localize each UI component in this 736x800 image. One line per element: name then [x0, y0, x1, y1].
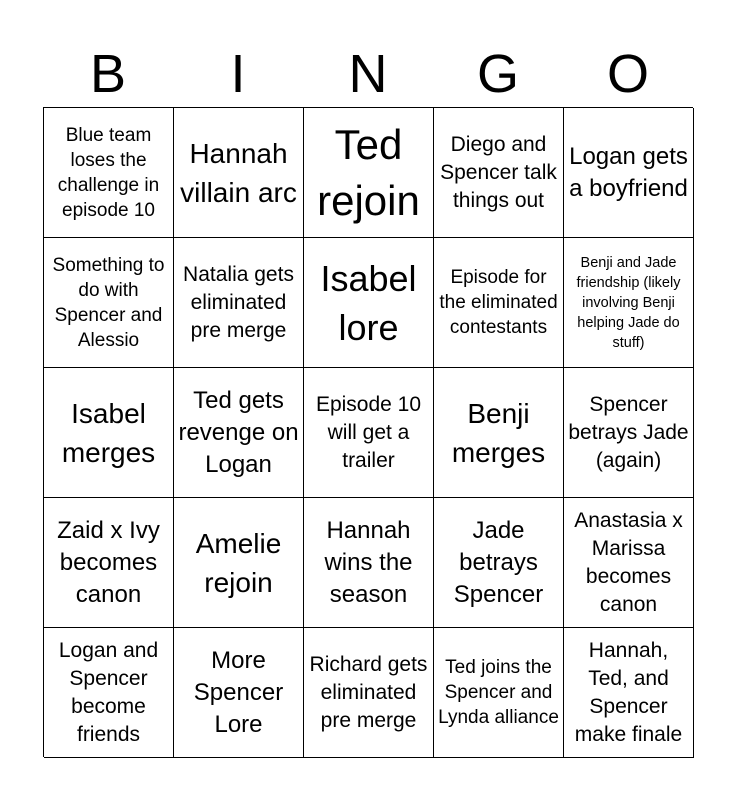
bingo-cell[interactable]	[174, 498, 304, 628]
cell-text: Amelie rejoin	[195, 527, 282, 598]
cell-text: Benji and Jade friendship (likely involving Benji helping Jade do stuff)	[576, 254, 681, 351]
bingo-cell[interactable]	[434, 498, 564, 628]
cell-text: Hannah wins the season	[324, 516, 413, 608]
bingo-cell[interactable]	[434, 108, 564, 238]
cell-text: Ted joins the Spencer and Lynda alliance	[438, 657, 559, 728]
bingo-cell[interactable]	[174, 108, 304, 238]
cell-text: Spencer betrays Jade (again)	[568, 392, 689, 472]
bingo-cell[interactable]	[304, 368, 434, 498]
cell-text: Logan and Spencer become friends	[58, 638, 159, 746]
cell-text: Anastasia x Marissa becomes canon	[574, 508, 683, 616]
bingo-cell[interactable]	[44, 108, 174, 238]
bingo-cell[interactable]	[564, 108, 694, 238]
cell-text: Blue team loses the challenge in episode 10	[57, 124, 160, 221]
bingo-cell[interactable]	[564, 238, 694, 368]
cell-text: Episode for the eliminated contestants	[439, 267, 558, 338]
cell-text: Logan gets a boyfriend	[569, 142, 688, 202]
cell-text: Ted rejoin	[317, 120, 420, 224]
bingo-cell[interactable]	[44, 368, 174, 498]
bingo-cell[interactable]	[44, 238, 174, 368]
bingo-cell[interactable]	[44, 498, 174, 628]
header-letter-i: I	[230, 44, 246, 104]
cell-text: Ted gets revenge on Logan	[178, 386, 299, 478]
bingo-cell[interactable]	[434, 628, 564, 758]
bingo-cell[interactable]	[174, 238, 304, 368]
cell-text: Diego and Spencer talk things out	[440, 132, 557, 212]
header-letter-g: G	[476, 44, 519, 104]
bingo-cell[interactable]	[434, 368, 564, 498]
header-letter-b: B	[89, 44, 127, 104]
bingo-cell[interactable]	[174, 628, 304, 758]
bingo-header	[43, 40, 693, 108]
bingo-cell[interactable]	[564, 368, 694, 498]
bingo-cell[interactable]	[304, 498, 434, 628]
cell-text: Richard gets eliminated pre merge	[309, 652, 428, 732]
cell-text: Hannah villain arc	[180, 137, 297, 208]
cell-text: Zaid x Ivy becomes canon	[57, 516, 160, 608]
bingo-cell[interactable]	[174, 368, 304, 498]
cell-text: Something to do with Spencer and Alessio	[52, 254, 165, 351]
cell-text: Isabel merges	[61, 397, 156, 468]
cell-text: Hannah, Ted, and Spencer make finale	[574, 638, 683, 746]
cell-text: Isabel lore	[320, 257, 417, 348]
header-letter-n: N	[348, 44, 388, 104]
bingo-cell[interactable]	[44, 628, 174, 758]
cell-text: Jade betrays Spencer	[453, 516, 544, 608]
bingo-cell[interactable]	[304, 238, 434, 368]
bingo-cell[interactable]	[434, 238, 564, 368]
cell-text: Episode 10 will get a trailer	[315, 392, 422, 472]
bingo-cell[interactable]	[564, 628, 694, 758]
cell-text: Natalia gets eliminated pre merge	[183, 262, 294, 342]
cell-text: Benji merges	[451, 397, 546, 468]
bingo-cell[interactable]	[304, 108, 434, 238]
bingo-card	[43, 107, 693, 757]
bingo-cell[interactable]	[304, 628, 434, 758]
bingo-cell[interactable]	[564, 498, 694, 628]
header-letter-o: O	[606, 44, 649, 104]
cell-text: More Spencer Lore	[193, 646, 284, 738]
